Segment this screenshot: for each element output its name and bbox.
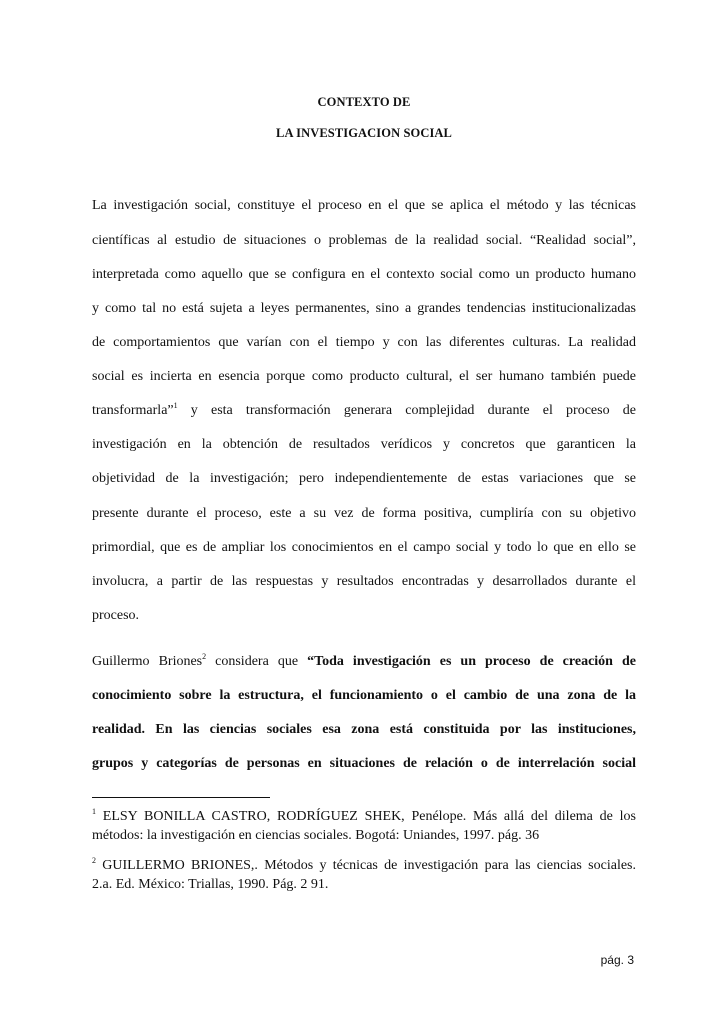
- paragraph-1-line-7: [92, 402, 636, 419]
- paragraph-2-line-4: [92, 755, 636, 772]
- quote-bold: grupos y categorías de personas en situaciones de relación o de interrelación social: [92, 756, 636, 771]
- paragraph-1-line-5: de comportamientos que varían con el tiempo y con las diferentes culturas. La realidad: [92, 335, 636, 350]
- footnote-2-line-2: 2.a. Ed. México: Triallas, 1990. Pág. 2 91.: [92, 877, 329, 892]
- text-segment: y esta transformación generara complejidad durante el proceso de: [177, 403, 636, 418]
- paragraph-1-line-9: objetividad de la investigación; pero independientemente de estas variaciones que se: [92, 471, 636, 486]
- title-line-1: CONTEXTO DE: [317, 95, 411, 109]
- paragraph-1-line-4: y como tal no está sujeta a leyes permanentes, sino a grandes tendencias institucionalizadas: [92, 301, 636, 316]
- paragraph-1-line-12: involucra, a partir de las respuestas y resultados encontradas y desarrollados durante el: [92, 574, 636, 589]
- paragraph-1-line-1: La investigación social, constituye el proceso en el que se aplica el método y las técnicas: [92, 198, 636, 213]
- footnote-1-line-2: métodos: la investigación en ciencias sociales. Bogotá: Uniandes, 1997. pág. 36: [92, 828, 540, 843]
- title-line-2: LA INVESTIGACION SOCIAL: [276, 126, 452, 140]
- quote-bold: conocimiento sobre la estructura, el funcionamiento o el cambio de una zona de la: [92, 688, 636, 703]
- footnote-ref-2: 2: [202, 652, 207, 661]
- footnote-number: 1: [92, 807, 96, 816]
- text-segment: considera que: [206, 654, 308, 669]
- quote-bold: realidad. En las ciencias sociales esa zona está constituida por las instituciones,: [92, 722, 636, 737]
- quote-bold: “Toda investigación es un proceso de creación de: [307, 654, 636, 669]
- footnote-separator: [92, 797, 270, 798]
- page-number: pág. 3: [600, 953, 634, 967]
- paragraph-1-line-2: científicas al estudio de situaciones o problemas de la realidad social. “Realidad social”,: [92, 233, 636, 248]
- paragraph-1-line-8: investigación en la obtención de resultados verídicos y concretos que garanticen la: [92, 437, 636, 452]
- paragraph-1-line-13: proceso.: [92, 608, 140, 623]
- footnote-1-line-1: [92, 808, 636, 825]
- footnote-text: GUILLERMO BRIONES,. Métodos y técnicas de investigación para las ciencias sociales.: [96, 858, 636, 873]
- paragraph-2-line-3: [92, 721, 636, 738]
- footnote-number: 2: [92, 856, 96, 865]
- text-segment: transformarla”: [92, 403, 174, 418]
- text-segment: Guillermo Briones: [92, 654, 203, 669]
- paragraph-1-line-10: presente durante el proceso, este a su vez de forma positiva, cumpliría con su objetivo: [92, 506, 636, 521]
- footnote-ref-1: 1: [173, 401, 178, 410]
- paragraph-2-line-2: [92, 687, 636, 704]
- paragraph-1-line-6: social es incierta en esencia porque como producto cultural, el ser humano también puede: [92, 369, 636, 384]
- paragraph-2-line-1: [92, 653, 636, 670]
- paragraph-1-line-3: interpretada como aquello que se configura en el contexto social como un producto humano: [92, 267, 636, 282]
- footnote-text: ELSY BONILLA CASTRO, RODRÍGUEZ SHEK, Penélope. Más allá del dilema de los: [96, 809, 636, 824]
- paragraph-1-line-11: primordial, que es de ampliar los conocimientos en el campo social y todo lo que en ello se: [92, 540, 636, 555]
- footnote-2-line-1: [92, 857, 636, 874]
